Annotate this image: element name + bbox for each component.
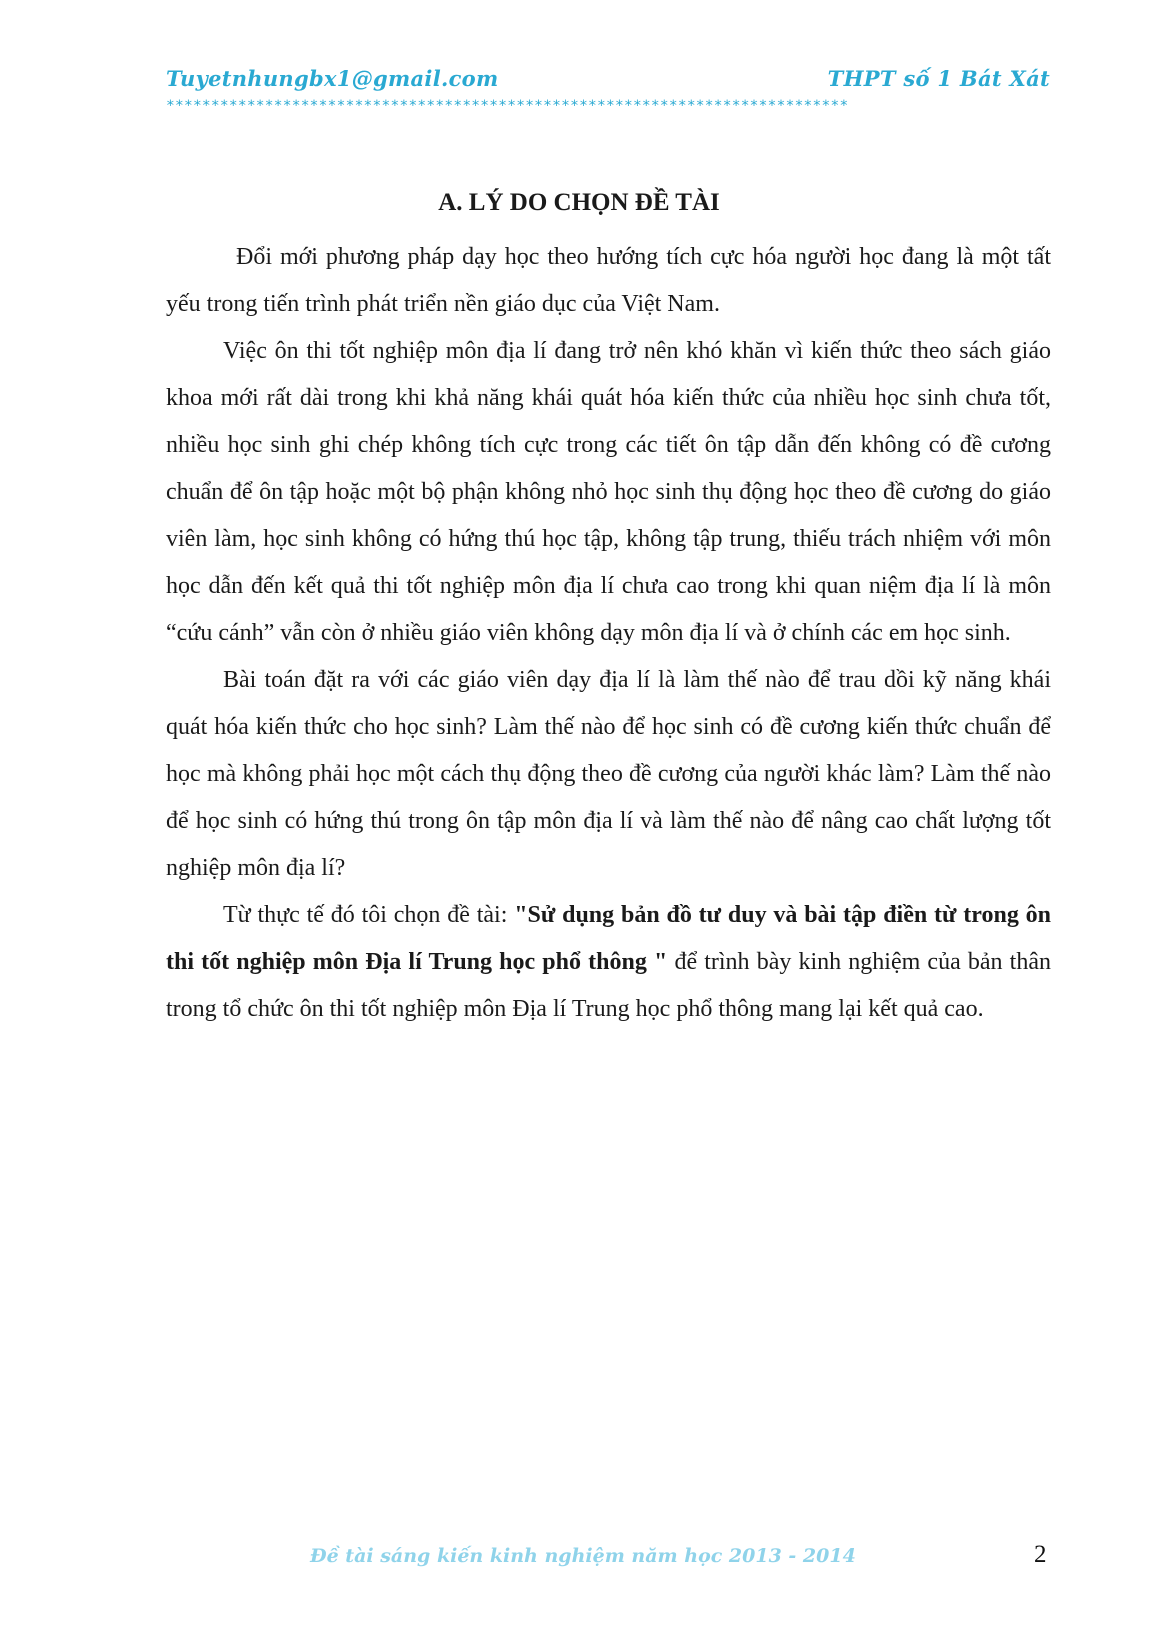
document-body [166,234,1051,1033]
section-title: A. LÝ DO CHỌN ĐỀ TÀI [438,189,720,216]
page-number: 2 [1034,1541,1047,1568]
header-email: Tuyetnhungbx1@gmail.com [166,66,499,91]
paragraph-1: Đổi mới phương pháp dạy học theo hướng tích cực hóa người học đang là một tất yếu trong tiến trình phát triển nền giáo dục của Việt Nam. [166,244,1051,317]
paragraph-3: Bài toán đặt ra với các giáo viên dạy địa lí là làm thế nào để trau dồi kỹ năng khái quát hóa kiến thức cho học sinh? Làm thế nào để học sinh có đề cương kiến thức chuẩn để học mà không phải học một cách thụ động theo đề cương của người khác làm? Làm thế nào để học sinh có hứng thú trong ôn tập môn địa lí và làm thế nào để nâng cao chất lượng tốt nghiệp môn địa lí? [166,667,1051,881]
paragraph-4 [166,892,1051,1033]
paragraph-4-rest: để trình bày kinh nghiệm của bản thân trong tổ chức ôn thi tốt nghiệp môn Địa lí Trung học phổ thông mang lại kết quả cao. [166,949,1051,1022]
header-school: THPT số 1 Bát Xát [827,66,1050,91]
footer-text: Đề tài sáng kiến kinh nghiệm năm học 2013 - 2014 [310,1545,856,1567]
topic-title: "Sử dụng bản đồ tư duy và bài tập điền từ trong ôn thi tốt nghiệp môn Địa lí Trung học phổ thông " [166,902,1051,975]
paragraph-4-intro: Từ thực tế đó tôi chọn đề tài: [223,902,515,928]
header-star-divider: **************************************************************************** [166,98,849,114]
paragraph-2: Việc ôn thi tốt nghiệp môn địa lí đang trở nên khó khăn vì kiến thức theo sách giáo khoa mới rất dài trong khi khả năng khái quát hóa kiến thức của nhiều học sinh chưa tốt, nhiều học sinh ghi chép không tích cực trong các tiết ôn tập dẫn đến không có đề cương chuẩn để ôn tập hoặc một bộ phận không nhỏ học sinh thụ động học theo đề cương do giáo viên làm, học sinh không có hứng thú học tập, không tập trung, thiếu trách nhiệm với môn học dẫn đến kết quả thi tốt nghiệp môn địa lí chưa cao trong khi quan niệm địa lí là môn “cứu cánh” vẫn còn ở nhiều giáo viên không dạy môn địa lí và ở chính các em học sinh. [166,338,1051,646]
